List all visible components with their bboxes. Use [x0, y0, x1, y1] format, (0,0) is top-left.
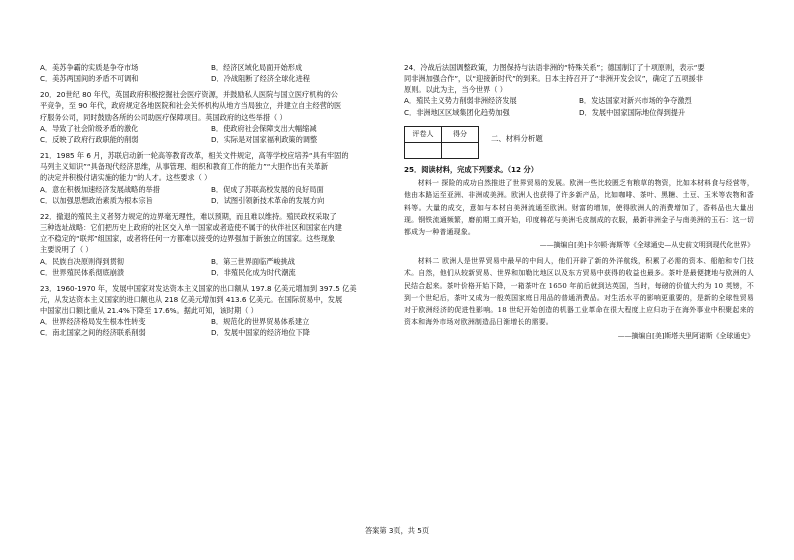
q24-option-a: A．殖民主义势力削弱非洲经济发展: [404, 96, 517, 106]
q24-option-d: D．发展中国家国际地位得到提升: [579, 107, 686, 117]
q20-line: 疗服务公司，同时鼓励各所的公司助医疗保障项目。英国政府的这些举措（ ）: [40, 112, 287, 122]
q24-option-c: C．非洲地区区域集团化趋势加强: [404, 107, 510, 117]
grader-label: 评卷人: [405, 126, 442, 142]
q19-options: [40, 62, 382, 84]
q23-options: [40, 316, 382, 338]
grader-cell: [405, 142, 442, 158]
q23-line: 元，从发达资本主义国家的进口额也从 218 亿美元增加到 413.6 亿美元。在国际贸易中，发展: [40, 294, 343, 304]
question-22: [40, 211, 382, 256]
q22-option-b: B．第三世界面临严峻挑战: [211, 256, 295, 266]
q22-line: 立不稳定的“联邦”组国家，或者将任何一方都难以接受的边界强加于新独立的国家。这些现象: [40, 234, 335, 244]
q20-option-c: C．反映了政府行政职能的削弱: [40, 134, 139, 144]
q19-option-a: A．美苏争霸的实质是争夺市场: [40, 63, 139, 72]
q20-line: 20．20世纪 80 年代，英国政府积极挖掘社会医疗资源，并鼓励私人医院与国立医疗机构的公: [40, 90, 338, 100]
material-two: 材料二 欧洲人是世界贸易中最早的中间人，他们开辟了新的外洋航线，积累了必需的资本、船舶和专门技术。自然，他们从较新贸易、世界和加勒比地区以及东方贸易中获得的收益也最多。茶叶是最便捷地与欧洲的人民结合起来。茶叶价格开始下降，一箱茶叶在 1650 年前后就到达英国，当时，每磅的价值大约为 10 英镑，不到一个世纪后，茶叶又成为一般英国家庭日用品的普通消费品。对生活水平的影响更重要的，是新的全球性贸易对于欧洲经济的促进性影响。18 世纪开始创造的机器工业革命在很大程度上应归功于在海外事业中积聚起来的资本和海外市场对欧洲制造品日渐增长的需要。: [404, 257, 754, 327]
q21-line: 21．1985 年 6 月，苏联启动新一轮高等教育改革，相关文件规定，高等学校应培养“具有牢固的: [40, 151, 349, 161]
question-24: [404, 62, 754, 95]
q21-option-c: C．以加强思想政治素质为根本宗旨: [40, 195, 153, 205]
score-label: 得分: [442, 126, 479, 142]
question-20: [40, 89, 382, 122]
question-21: [40, 150, 382, 183]
q20-option-d: D．实际是对国家福利政策的调整: [211, 134, 318, 144]
q23-option-a: A．世界经济格局发生根本性转变: [40, 317, 146, 327]
q21-option-d: D．试图引领新技术革命的发展方向: [211, 195, 325, 205]
page-footer: 答案第 3页，共 5页: [364, 526, 430, 535]
q23-option-d: D．发展中国家的经济地位下降: [211, 328, 310, 338]
section-header: [404, 118, 754, 159]
q19-option-d: D．冷战阻断了经济全球化进程: [211, 74, 310, 84]
q21-option-b: B．促成了苏联高校发展的良好局面: [211, 184, 324, 194]
q22-line: 22．撤退的殖民主义者努力规定的边界毫无理性，难以预期，而且难以维持。殖民政权采取了: [40, 211, 337, 221]
left-column: [40, 62, 382, 339]
score-table: [404, 126, 479, 159]
q24-option-b: B．发达国家对新兴市场的争夺激烈: [579, 96, 692, 106]
score-cell: [442, 142, 479, 158]
q24-line: 同非洲加强合作”，以“迎接新时代”的到来。日本主持召开了“非洲开发会议”，确定了五项援非: [404, 74, 703, 84]
q22-options: [40, 256, 382, 278]
q22-option-c: C．世界殖民体系彻底崩溃: [40, 267, 125, 277]
q21-options: [40, 184, 382, 206]
q24-line: 24．冷战后法国调整政策，力图保持与法语非洲的“特殊关系”；德国制订了十项原则，表示“要: [404, 63, 705, 72]
q23-option-c: C．南北国家之间的经济联系削弱: [40, 328, 146, 338]
section-title: 二、材料分析题: [491, 133, 543, 143]
right-column: [404, 62, 754, 345]
material-one-source: ——摘编自[美]卡尔顿·海斯等《全球通史—从史前文明到现代化世界》: [539, 241, 754, 250]
material-two-source: ——摘编自[美]斯塔夫里阿诺斯《全球通史》: [617, 331, 754, 340]
q21-line: 马列主义知识”“具备现代经济思维，从事管理、组织和教育工作的能力”“大胆作出有关革新: [40, 162, 329, 172]
q20-line: 平竞争，至 90 年代，政府规定各地医院和社会关怀机构从地方当局独立，并建立自主经营的医: [40, 101, 342, 111]
q23-line: 中国家出口额比重从 21.4%下降至 17.6%。据此可知，该时期（ ）: [40, 306, 258, 316]
q22-option-d: D．非殖民化成为时代潮流: [211, 267, 296, 277]
question-25-stem: 25．阅读材料，完成下列要求。（12 分）: [404, 164, 538, 174]
q22-line: 三种选址战略：它们把历史上政府的社区交入单一国家或者造使不属于的伙伴社区和国家在内建: [40, 223, 342, 233]
q19-option-c: C．美苏两国间的矛盾不可调和: [40, 74, 139, 84]
q21-line: 的决定并积极付诸实施的能力”的人才。这些要求（ ）: [40, 173, 212, 183]
q24-options: [404, 95, 754, 117]
q20-option-a: A．导致了社会阶级矛盾的激化: [40, 123, 139, 133]
material-one: 材料一 探险的成功自然推进了世界贸易的发展。欧洲一些比较匮乏有粮草的物资，比如本材料食与经营等，他由本路运至亚洲、非洲或美洲。欧洲人也获得了许多新产品，比如咖啡、茶叶、黑糖、土豆、玉米等农物和香料等。大量的成交，意如与本材自美洲流通至欧洲。财富的增加，使得欧洲人的消费增加了，香料品也大量出现。钢铁流通频繁，磨前期工商开始，印度棉花与美洲毛皮制成的衣服，最新非洲金子与南美洲的玉石：这一切都成为一种普通现象。: [404, 178, 754, 237]
q23-line: 23．1960-1970 年，发展中国家对发达资本主义国家的出口额从 197.8 亿美元增加到 397.5 亿美: [40, 283, 357, 293]
q20-option-b: B．使政府社会保障支出大幅缩减: [211, 123, 317, 133]
q21-option-a: A．意在积极加速经济发展战略的举措: [40, 184, 160, 194]
question-23: [40, 283, 382, 316]
q23-option-b: B．规范化的世界贸易体系建立: [211, 317, 310, 327]
q20-options: [40, 123, 382, 145]
q22-option-a: A．民族自决原则得到贯彻: [40, 256, 124, 266]
q24-line: 原则。以此为主，当今世界（ ）: [404, 85, 507, 95]
q22-line: 主要说明了（ ）: [40, 245, 93, 255]
q19-option-b: B．经济区域化局面开始形成: [211, 63, 303, 72]
